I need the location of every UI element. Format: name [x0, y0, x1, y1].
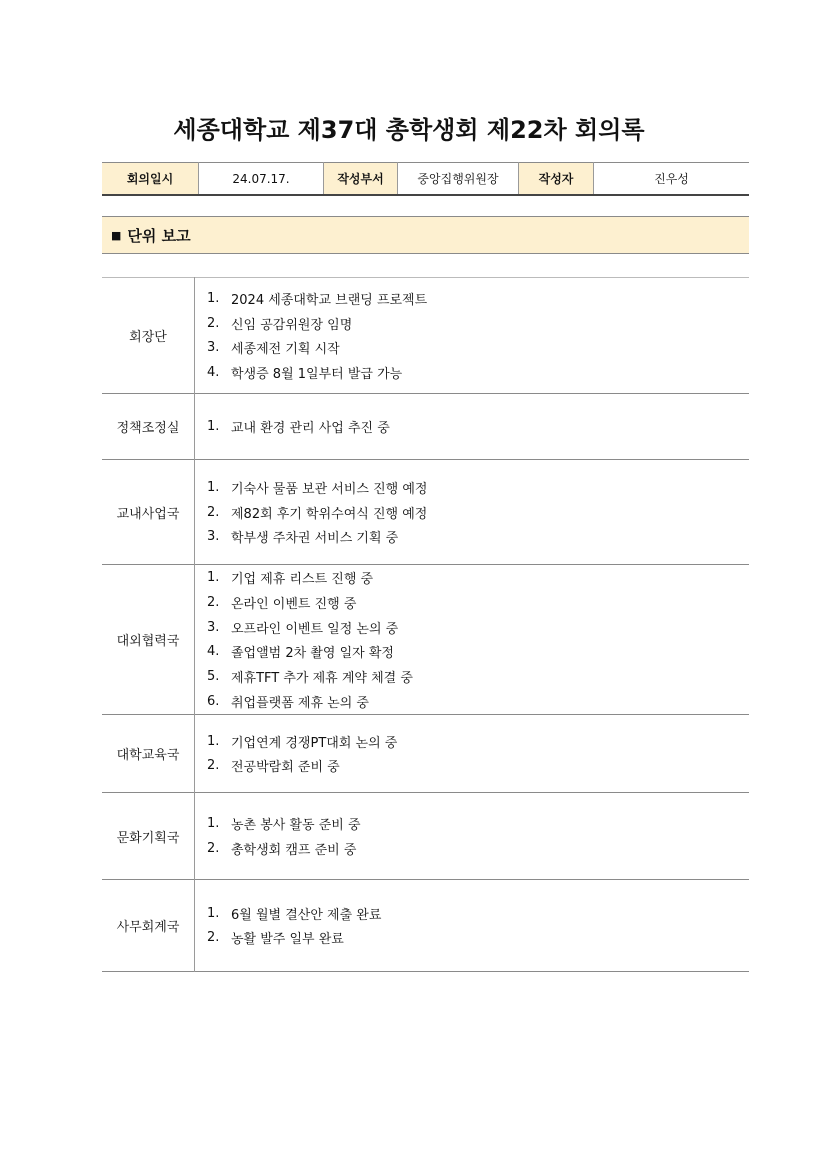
- author-label: 작성자: [519, 163, 594, 196]
- item-text: 세종제전 기획 시작: [231, 342, 340, 358]
- item-text: 제휴TFT 추가 제휴 계약 체결 중: [231, 671, 413, 687]
- report-row: [102, 715, 749, 793]
- list-item: [207, 336, 749, 361]
- date-label: 회의일시: [102, 163, 199, 196]
- department-name: 사무회계국: [102, 880, 195, 972]
- list-item: [207, 524, 749, 549]
- report-items-cell: [195, 880, 750, 972]
- item-text: 신임 공감위원장 임명: [231, 317, 353, 333]
- report-row: [102, 394, 749, 460]
- list-item: [207, 689, 749, 714]
- list-item: [207, 475, 749, 500]
- item-number: 1.: [207, 479, 220, 495]
- report-row: [102, 565, 749, 715]
- report-item-list: [207, 729, 749, 778]
- item-number: 1.: [207, 733, 220, 749]
- item-text: 오프라인 이벤트 일정 논의 중: [231, 621, 399, 637]
- item-text: 기숙사 물품 보관 서비스 진행 예정: [231, 481, 428, 497]
- item-text: 교내 환경 관리 사업 추진 중: [231, 421, 390, 436]
- item-number: 2.: [207, 504, 220, 520]
- item-number: 3.: [207, 529, 220, 545]
- list-item: [207, 811, 749, 836]
- item-text: 농촌 봉사 활동 준비 중: [231, 818, 361, 834]
- list-item: [207, 926, 749, 951]
- item-text: 전공박람회 준비 중: [231, 760, 340, 776]
- item-text: 총학생회 캠프 준비 중: [231, 842, 357, 858]
- report-items-cell: [195, 394, 750, 460]
- report-items-cell: [195, 793, 750, 880]
- list-item: [207, 615, 749, 640]
- item-text: 기업연계 경쟁PT대회 논의 중: [231, 735, 398, 751]
- item-number: 1.: [207, 570, 220, 586]
- dept-label: 작성부서: [324, 163, 398, 196]
- item-number: 2.: [207, 758, 220, 774]
- list-item: [207, 836, 749, 861]
- item-number: 6.: [207, 693, 220, 709]
- item-number: 2.: [207, 930, 220, 946]
- item-text: 졸업앨범 2차 촬영 일자 확정: [231, 646, 394, 662]
- item-number: 2.: [207, 840, 220, 856]
- list-item: [207, 901, 749, 926]
- department-name: 문화기획국: [102, 793, 195, 880]
- department-name: 정책조정실: [102, 394, 195, 460]
- author-value: 진우성: [594, 163, 750, 196]
- item-number: 4.: [207, 365, 220, 381]
- list-item: [207, 286, 749, 311]
- meeting-info-row: [102, 163, 749, 196]
- page-title: 세종대학교 제37대 총학생회 제22차 회의록: [173, 116, 645, 144]
- department-name: 대학교육국: [102, 715, 195, 793]
- list-item: [207, 360, 749, 385]
- report-table: [102, 277, 749, 972]
- item-text: 온라인 이벤트 진행 중: [231, 596, 357, 612]
- report-item-list: [207, 414, 749, 439]
- dept-value: 중앙집행위원장: [398, 163, 519, 196]
- item-text: 학부생 주차권 서비스 기획 중: [231, 531, 399, 547]
- report-item-list: [207, 565, 749, 713]
- list-item: [207, 664, 749, 689]
- square-bullet-icon: ■: [111, 228, 122, 242]
- report-items-cell: [195, 715, 750, 793]
- item-text: 기업 제휴 리스트 진행 중: [231, 572, 374, 588]
- department-name: 대외협력국: [102, 565, 195, 715]
- item-number: 2.: [207, 315, 220, 331]
- date-value: 24.07.17.: [199, 163, 324, 196]
- list-item: [207, 590, 749, 615]
- item-number: 1.: [207, 290, 220, 306]
- report-item-list: [207, 286, 749, 385]
- report-item-list: [207, 475, 749, 549]
- item-number: 1.: [207, 419, 220, 434]
- item-number: 1.: [207, 816, 220, 832]
- item-number: 1.: [207, 905, 220, 921]
- item-number: 2.: [207, 594, 220, 610]
- report-row: [102, 793, 749, 880]
- report-row: [102, 278, 749, 394]
- item-text: 2024 세종대학교 브랜딩 프로젝트: [231, 292, 428, 308]
- item-number: 5.: [207, 669, 220, 685]
- item-text: 제82회 후기 학위수여식 진행 예정: [231, 506, 428, 522]
- meeting-info-table: [102, 162, 749, 196]
- department-name: 회장단: [102, 278, 195, 394]
- report-items-cell: [195, 278, 750, 394]
- report-items-cell: [195, 565, 750, 715]
- item-number: 3.: [207, 340, 220, 356]
- list-item: [207, 565, 749, 590]
- list-item: [207, 414, 749, 439]
- item-text: 취업플랫폼 제휴 논의 중: [231, 695, 369, 711]
- item-text: 농활 발주 일부 완료: [231, 932, 344, 948]
- section-header: [102, 216, 749, 254]
- list-item: [207, 729, 749, 754]
- section-title: 단위 보고: [127, 226, 191, 245]
- report-item-list: [207, 811, 749, 860]
- report-row: [102, 460, 749, 565]
- report-item-list: [207, 901, 749, 950]
- list-item: [207, 754, 749, 779]
- report-items-cell: [195, 460, 750, 565]
- item-number: 3.: [207, 619, 220, 635]
- department-name: 교내사업국: [102, 460, 195, 565]
- list-item: [207, 500, 749, 525]
- item-text: 6월 월별 결산안 제출 완료: [231, 907, 382, 923]
- list-item: [207, 640, 749, 665]
- report-row: [102, 880, 749, 972]
- item-text: 학생증 8월 1일부터 발급 가능: [231, 367, 403, 383]
- item-number: 4.: [207, 644, 220, 660]
- list-item: [207, 311, 749, 336]
